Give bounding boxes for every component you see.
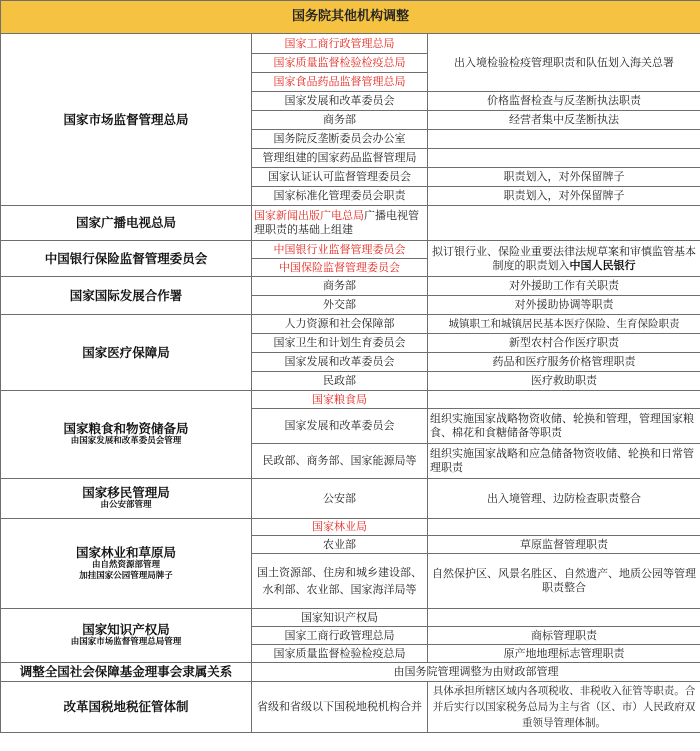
source-rest-part: 广播电视管理职责的基础上组建 bbox=[254, 209, 419, 236]
source-cell: 中国银行业监督管理委员会 bbox=[252, 241, 428, 259]
agency-subtitle: 由自然资源部管理 bbox=[91, 559, 160, 570]
duty-cell-empty bbox=[428, 149, 700, 168]
agency-social-security-fund: 调整全国社会保障基金理事会隶属关系 bbox=[1, 663, 252, 682]
duty-cell: 原产地地理标志管理职责 bbox=[428, 645, 700, 663]
duty-cell: 草原监督管理职责 bbox=[428, 536, 700, 554]
duty-cell: 经营者集中反垄断执法 bbox=[428, 111, 700, 130]
agency-subtitle: 由公安部管理 bbox=[100, 500, 152, 510]
agency-subtitle: 由国家市场监督管理总局管理 bbox=[70, 637, 182, 647]
duty-cell: 自然保护区、风景名胜区、自然遗产、地质公园等管理职责整合 bbox=[428, 554, 700, 609]
duty-cell: 组织实施国家战略物资收储、轮换和管理，管理国家粮食、棉花和食糖储备等职责 bbox=[428, 409, 700, 444]
source-cell: 商务部 bbox=[252, 111, 428, 130]
duty-cell: 职责划入，对外保留牌子 bbox=[428, 187, 700, 206]
agency-international-development: 国家国际发展合作署 bbox=[1, 277, 252, 315]
agency-subtitle: 由国家发展和改革委员会管理 bbox=[70, 436, 182, 446]
source-red-part: 国家新闻出版广电总局 bbox=[254, 209, 364, 222]
source-cell: 国家标准化管理委员会职责 bbox=[252, 187, 428, 206]
duty-cell: 对外援助协调等职责 bbox=[428, 296, 700, 315]
source-cell: 民政部、商务部、国家能源局等 bbox=[252, 444, 428, 479]
source-cell: 民政部 bbox=[252, 372, 428, 391]
duty-cell: 新型农村合作医疗职责 bbox=[428, 334, 700, 353]
source-cell: 国家林业局 bbox=[252, 519, 428, 536]
source-cell: 国家质量监督检验检疫总局 bbox=[252, 645, 428, 663]
source-cell: 国家发展和改革委员会 bbox=[252, 353, 428, 372]
agency-name: 国家知识产权局 bbox=[82, 622, 170, 637]
agency-broadcast: 国家广播电视总局 bbox=[1, 206, 252, 241]
agency-tax-reform: 改革国税地税征管体制 bbox=[1, 682, 252, 733]
agency-name: 国家移民管理局 bbox=[82, 485, 170, 500]
duty-cell bbox=[428, 241, 700, 277]
source-cell: 人力资源和社会保障部 bbox=[252, 315, 428, 334]
duty-bold-text: 中国人民银行 bbox=[569, 258, 636, 272]
agency-banking-insurance: 中国银行保险监督管理委员会 bbox=[1, 241, 252, 277]
duty-cell: 具体承担所辖区域内各项税收、非税收入征管等职责。合并后实行以国家税务总局为主与省（区、市）人民政府双重领导管理体制。 bbox=[428, 682, 700, 733]
duty-cell: 由国务院管理调整为由财政部管理 bbox=[252, 663, 700, 682]
table-title: 国务院其他机构调整 bbox=[1, 1, 700, 34]
source-cell: 农业部 bbox=[252, 536, 428, 554]
source-cell: 国家知识产权局 bbox=[252, 609, 428, 627]
duty-cell-empty bbox=[428, 130, 700, 149]
agency-intellectual-property bbox=[1, 609, 252, 663]
duty-cell: 价格监督检查与反垄断执法职责 bbox=[428, 92, 700, 111]
source-cell bbox=[252, 206, 428, 241]
duty-cell: 药品和医疗服务价格管理职责 bbox=[428, 353, 700, 372]
duty-cell-empty bbox=[428, 391, 700, 409]
source-cell: 中国保险监督管理委员会 bbox=[252, 259, 428, 277]
source-cell: 国家发展和改革委员会 bbox=[252, 409, 428, 444]
duty-cell: 对外援助工作有关职责 bbox=[428, 277, 700, 296]
duty-text: 拟订银行业、保险业重要法律法规草案和审慎监管基本制度的职责划入 bbox=[432, 244, 696, 272]
source-cell: 国家食品药品监督管理总局 bbox=[252, 73, 428, 92]
agency-name: 国家林业和草原局 bbox=[75, 544, 176, 560]
duty-cell: 城镇职工和城镇居民基本医疗保险、生育保险职责 bbox=[428, 315, 700, 334]
agency-name: 国家粮食和物资储备局 bbox=[63, 421, 189, 436]
agency-forestry-grassland bbox=[1, 519, 252, 609]
agency-healthcare-security: 国家医疗保障局 bbox=[1, 315, 252, 391]
duty-cell: 商标管理职责 bbox=[428, 627, 700, 645]
duty-cell-empty bbox=[428, 519, 700, 536]
source-cell: 国务院反垄断委员会办公室 bbox=[252, 130, 428, 149]
duty-cell: 组织实施国家战略和应急储备物资收储、轮换和日常管理职责 bbox=[428, 444, 700, 479]
source-cell: 国家卫生和计划生育委员会 bbox=[252, 334, 428, 353]
source-cell: 国家工商行政管理总局 bbox=[252, 627, 428, 645]
agency-grain-reserves bbox=[1, 391, 252, 479]
source-cell: 省级和省级以下国税地税机构合并 bbox=[252, 682, 428, 733]
source-cell: 国家认证认可监督管理委员会 bbox=[252, 168, 428, 187]
source-cell: 公安部 bbox=[252, 479, 428, 519]
source-cell: 国家发展和改革委员会 bbox=[252, 92, 428, 111]
duty-cell: 出入境管理、边防检查职责整合 bbox=[428, 479, 700, 519]
source-cell: 国家粮食局 bbox=[252, 391, 428, 409]
duty-cell: 职责划入，对外保留牌子 bbox=[428, 168, 700, 187]
source-cell: 国土资源部、住房和城乡建设部、水利部、农业部、国家海洋局等 bbox=[252, 554, 428, 609]
duty-cell: 医疗救助职责 bbox=[428, 372, 700, 391]
duty-cell-empty bbox=[428, 609, 700, 627]
agency-subtitle-2: 加挂国家公园管理局牌子 bbox=[79, 570, 173, 581]
source-cell: 外交部 bbox=[252, 296, 428, 315]
source-cell: 国家工商行政管理总局 bbox=[252, 34, 428, 54]
source-cell: 国家质量监督检验检疫总局 bbox=[252, 54, 428, 73]
agency-immigration bbox=[1, 479, 252, 519]
duty-cell-empty bbox=[428, 206, 700, 241]
source-cell: 商务部 bbox=[252, 277, 428, 296]
duty-cell: 出入境检验检疫管理职责和队伍划入海关总署 bbox=[428, 34, 700, 92]
agency-market-regulation: 国家市场监督管理总局 bbox=[1, 34, 252, 206]
source-cell: 管理组建的国家药品监督管理局 bbox=[252, 149, 428, 168]
